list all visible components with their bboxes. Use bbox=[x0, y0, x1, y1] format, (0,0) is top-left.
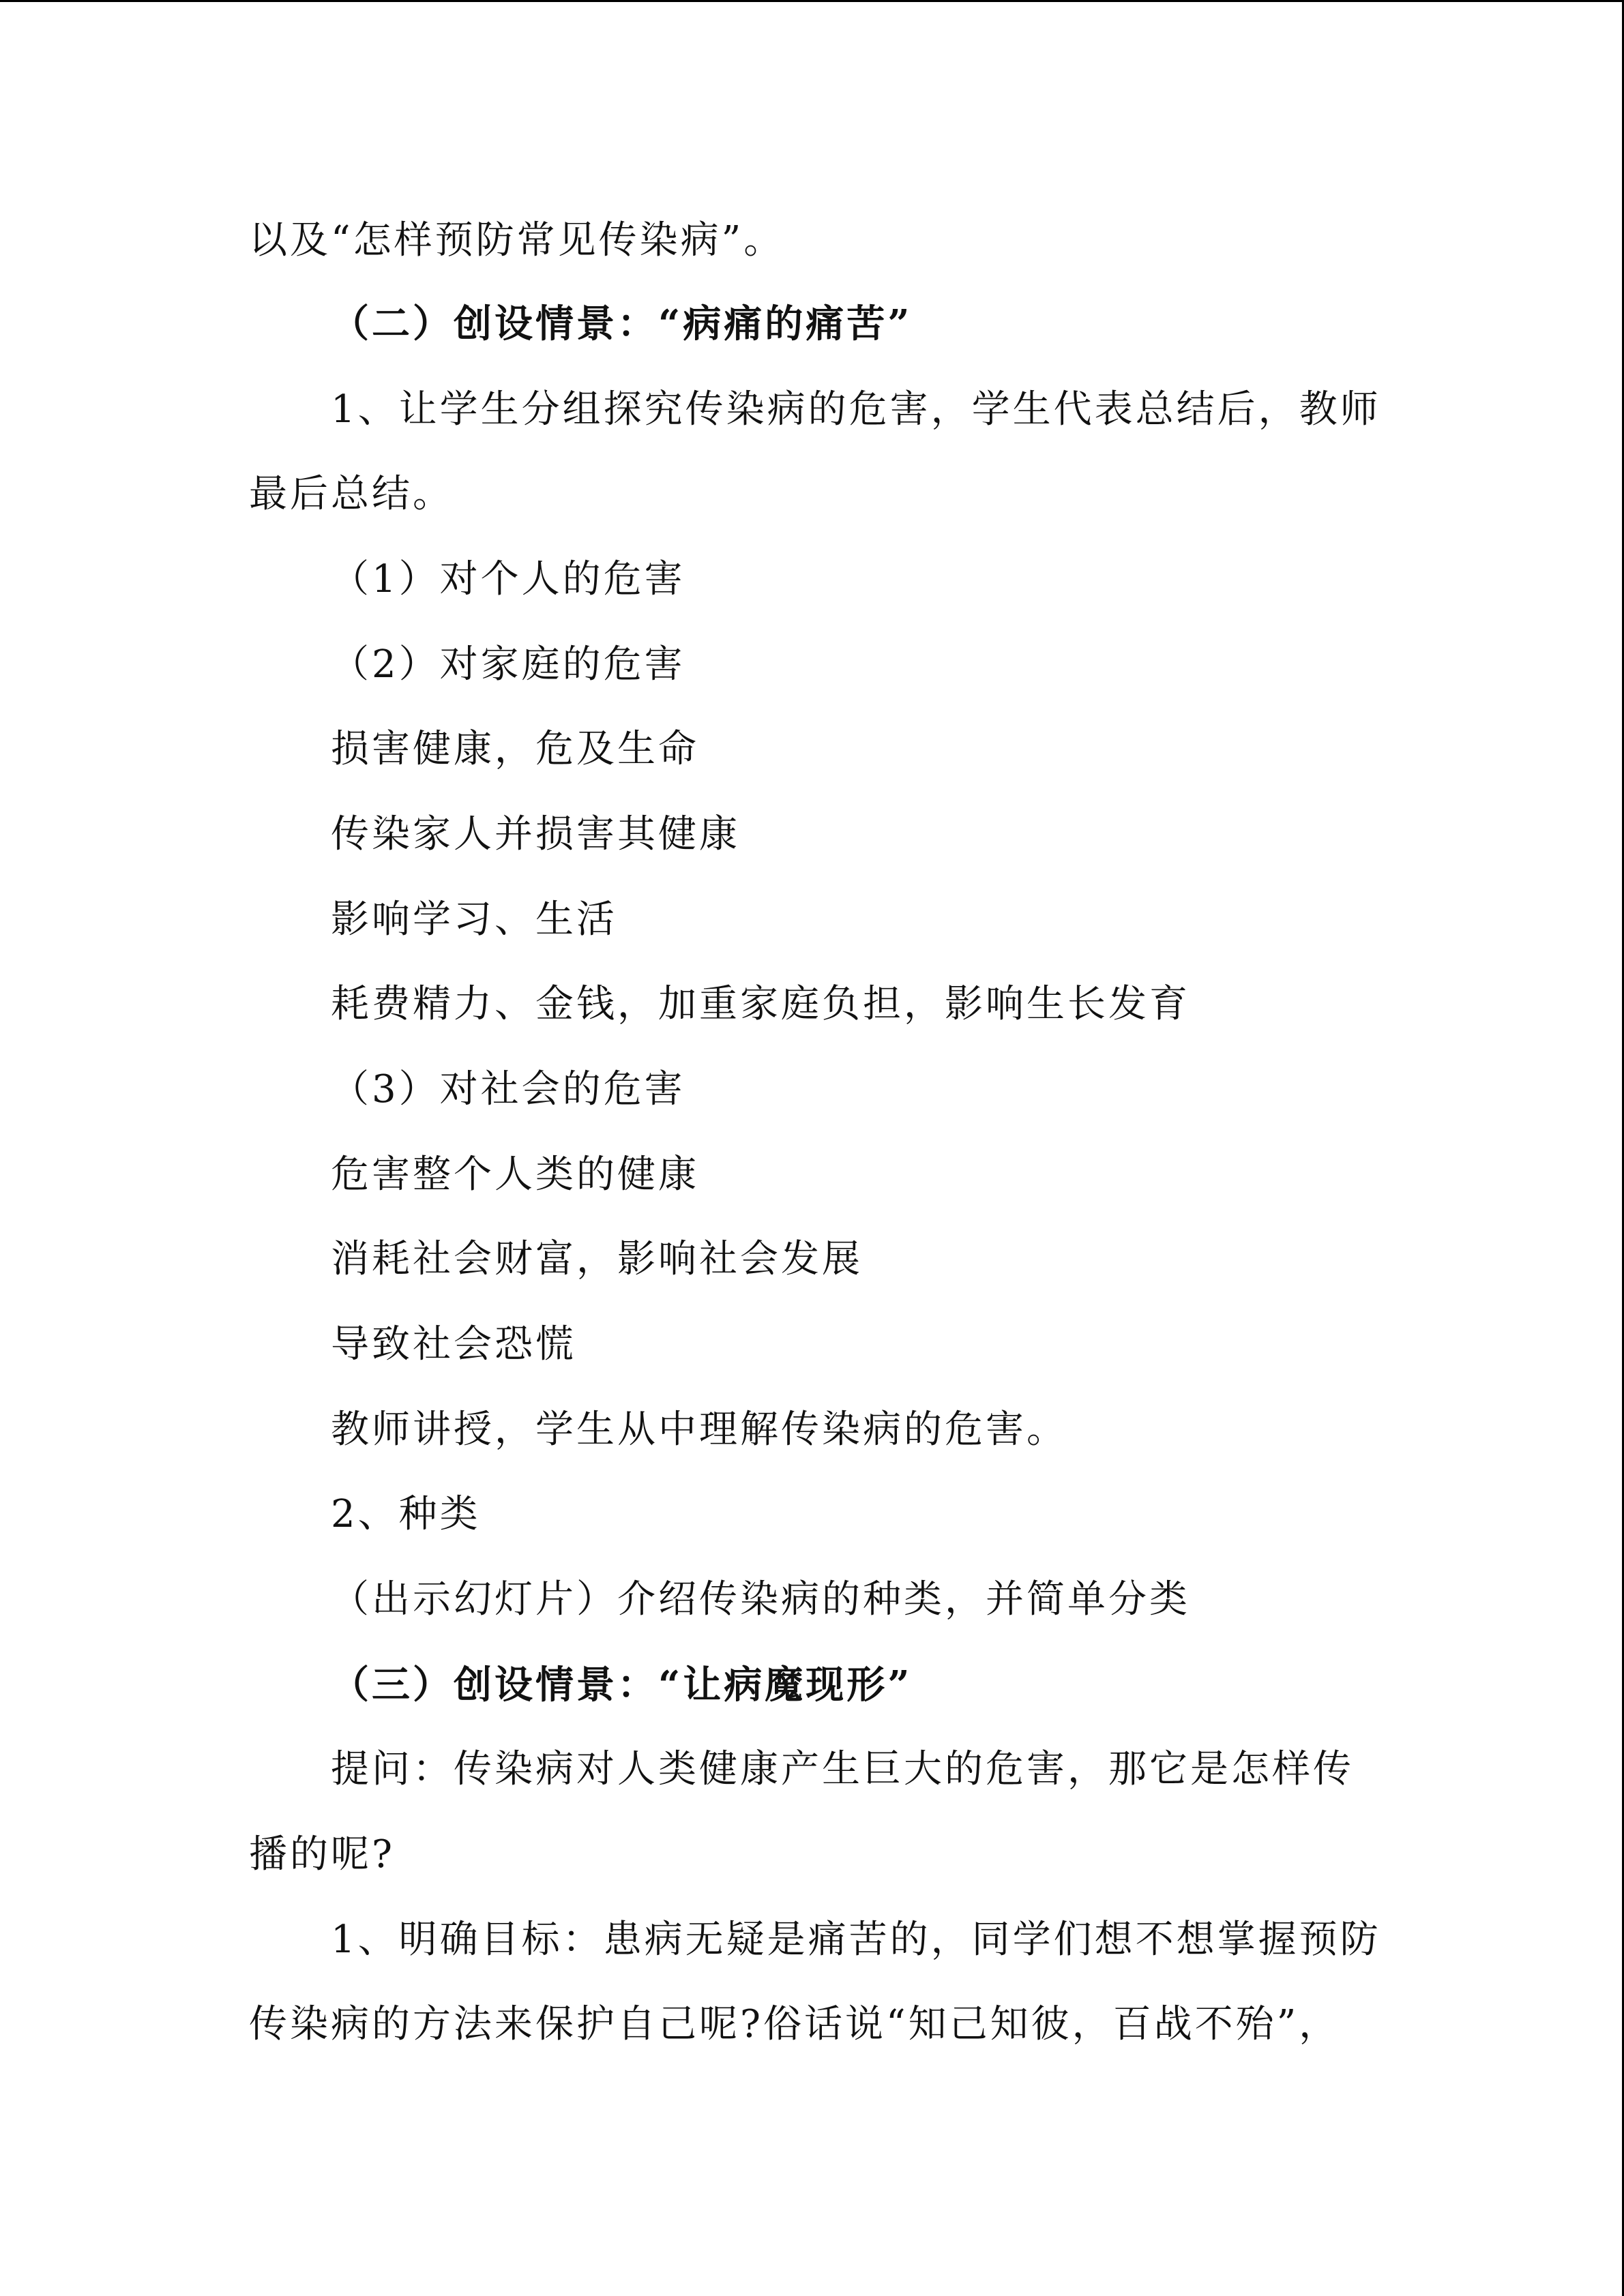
paragraph-line: 影响学习、生活 bbox=[331, 897, 617, 942]
paragraph-line: 导致社会恐慌 bbox=[331, 1322, 576, 1367]
paragraph-line: 消耗社会财富，影响社会发展 bbox=[331, 1237, 863, 1281]
paragraph-line: 2、种类 bbox=[331, 1492, 481, 1536]
paragraph-line: 危害整个人类的健康 bbox=[331, 1152, 699, 1197]
list-item: （1）对个人的危害 bbox=[331, 557, 685, 601]
paragraph-line: 传染病的方法来保护自己呢?俗话说“知己知彼，百战不殆”， bbox=[249, 2002, 1340, 2046]
paragraph-line: （出示幻灯片）介绍传染病的种类，并简单分类 bbox=[331, 1577, 1190, 1622]
paragraph-line: 1、明确目标：患病无疑是痛苦的，同学们想不想掌握预防 bbox=[331, 1918, 1381, 1962]
list-item: （2）对家庭的危害 bbox=[331, 642, 685, 687]
section-heading: （三）创设情景：“让病魔现形” bbox=[331, 1663, 913, 1708]
paragraph-line: 损害健康，危及生命 bbox=[331, 727, 699, 771]
paragraph-line: 以及“怎样预防常见传染病”。 bbox=[249, 218, 785, 263]
list-item: （3）对社会的危害 bbox=[331, 1067, 685, 1112]
paragraph-line: 传染家人并损害其健康 bbox=[331, 812, 740, 856]
page-top-border bbox=[0, 0, 1624, 2]
paragraph-line: 耗费精力、金钱，加重家庭负担，影响生长发育 bbox=[331, 982, 1190, 1026]
section-heading: （二）创设情景：“病痛的痛苦” bbox=[331, 301, 913, 346]
paragraph-line: 最后总结。 bbox=[249, 472, 454, 516]
paragraph-line: 提问：传染病对人类健康产生巨大的危害，那它是怎样传 bbox=[331, 1747, 1354, 1791]
paragraph-line: 教师讲授，学生从中理解传染病的危害。 bbox=[331, 1407, 1067, 1452]
paragraph-line: 播的呢? bbox=[249, 1832, 396, 1877]
paragraph-line: 1、让学生分组探究传染病的危害，学生代表总结后，教师 bbox=[331, 387, 1381, 432]
